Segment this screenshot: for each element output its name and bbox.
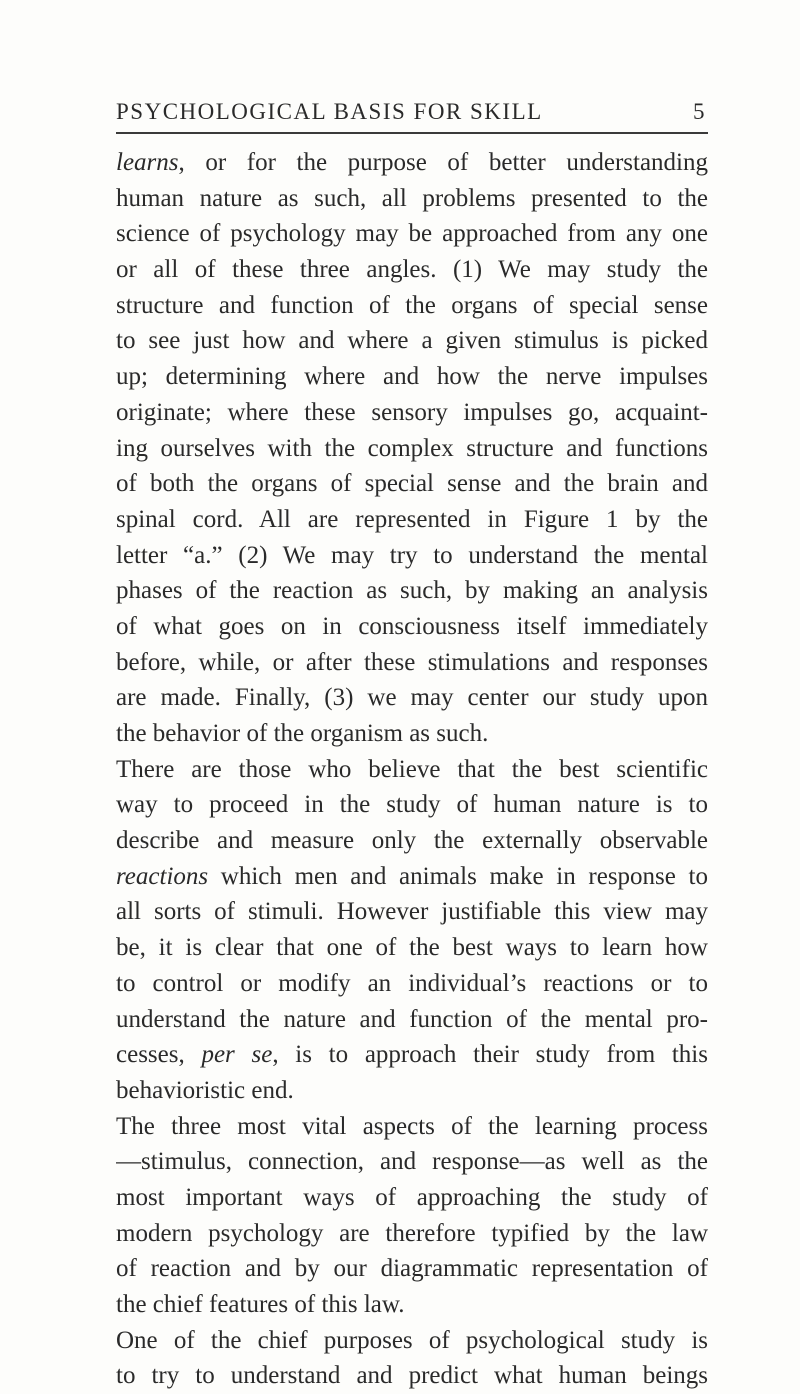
text-line: [116, 1037, 708, 1073]
text-segment: the chief features of this law.: [116, 1291, 405, 1318]
text-segment: of reaction and by our diagrammatic representation of: [116, 1255, 708, 1283]
text-line: [116, 395, 708, 431]
body-text: [116, 145, 708, 1394]
text-line: [116, 1323, 708, 1359]
text-segment: behavioristic end.: [116, 1076, 294, 1104]
text-line: [116, 252, 708, 288]
text-segment: to try to understand and predict what human beings: [116, 1362, 708, 1390]
text-segment: phases of the reaction as such, by making an analysis: [116, 577, 708, 605]
text-segment: to see just how and where a given stimulus is picked: [116, 327, 708, 355]
text-segment: understand the nature and function of the mental pro-: [116, 1005, 708, 1033]
text-segment: modern psychology are therefore typified by the law: [116, 1219, 708, 1247]
text-segment: describe and measure only the externally observable: [116, 827, 708, 855]
text-segment: of what goes on in consciousness itself immediately: [116, 612, 708, 640]
text-line: [116, 716, 708, 752]
text-line: [116, 538, 708, 574]
text-segment: One of the chief purposes of psychological study is: [116, 1326, 708, 1354]
paragraph: [116, 1323, 708, 1394]
text-segment: cesses,: [116, 1041, 202, 1069]
text-segment: which men and animals make in response to: [208, 862, 708, 890]
text-segment: originate; where these sensory impulses go, acquaint-: [116, 398, 708, 426]
text-line: [116, 1358, 708, 1394]
italic-text: per se: [201, 1041, 273, 1069]
text-segment: all sorts of stimuli. However justifiable this view may: [116, 898, 708, 926]
text-line: [116, 573, 708, 609]
text-segment: most important ways of approaching the study of: [116, 1183, 708, 1211]
text-line: [116, 787, 708, 823]
text-segment: are made. Finally, (3) we may center our study upon: [116, 684, 708, 712]
paragraph: [116, 752, 708, 1109]
text-line: [116, 1216, 708, 1252]
text-segment: before, while, or after these stimulations and responses: [116, 648, 708, 676]
text-line: [116, 859, 708, 895]
text-segment: human nature as such, all problems presented to the: [116, 184, 708, 212]
text-segment: spinal cord. All are represented in Figure 1 by the: [116, 505, 708, 533]
text-line: [116, 680, 708, 716]
text-segment: , is to approach their study from this: [272, 1041, 708, 1069]
text-line: [116, 966, 708, 1002]
text-line: [116, 288, 708, 324]
text-line: [116, 1144, 708, 1180]
text-line: [116, 1251, 708, 1287]
text-segment: science of psychology may be approached from any one: [116, 220, 708, 248]
text-segment: structure and function of the organs of special sense: [116, 291, 708, 319]
italic-text: reactions: [116, 862, 209, 890]
running-head-title: PSYCHOLOGICAL BASIS FOR SKILL: [116, 99, 543, 124]
text-segment: The three most vital aspects of the learning process: [116, 1112, 708, 1140]
paragraph: [116, 1109, 708, 1323]
text-segment: —stimulus, connection, and response—as well as the: [116, 1148, 708, 1176]
text-line: [116, 359, 708, 395]
text-line: [116, 1109, 708, 1145]
text-line: [116, 216, 708, 252]
text-line: [116, 431, 708, 467]
text-line: [116, 609, 708, 645]
text-line: [116, 145, 708, 181]
page-number: 5: [693, 99, 706, 124]
text-segment: to control or modify an individual’s reactions or to: [116, 969, 708, 997]
text-segment: way to proceed in the study of human nature is to: [116, 791, 708, 819]
text-segment: letter “a.” (2) We may try to understand the mental: [116, 541, 708, 569]
text-line: [116, 323, 708, 359]
text-line: [116, 502, 708, 538]
text-segment: be, it is clear that one of the best ways to learn how: [116, 934, 708, 962]
text-line: [116, 1002, 708, 1038]
text-segment: up; determining where and how the nerve impulses: [116, 363, 708, 391]
paragraph: [116, 145, 708, 752]
text-segment: There are those who believe that the best scientific: [116, 755, 708, 783]
text-segment: or all of these three angles. (1) We may study the: [116, 256, 708, 284]
text-line: [116, 752, 708, 788]
text-segment: the behavior of the organism as such.: [116, 720, 489, 747]
text-line: [116, 823, 708, 859]
running-head: [116, 92, 708, 134]
text-line: [116, 1180, 708, 1216]
text-line: [116, 930, 708, 966]
text-line: [116, 894, 708, 930]
italic-text: learns: [116, 149, 179, 176]
text-line: [116, 181, 708, 217]
text-segment: , or for the purpose of better understanding: [178, 149, 708, 176]
text-segment: of both the organs of special sense and the brain and: [116, 470, 708, 498]
text-line: [116, 466, 708, 502]
text-line: [116, 1287, 708, 1323]
text-line: [116, 1073, 708, 1109]
text-line: [116, 645, 708, 681]
text-segment: ing ourselves with the complex structure and functions: [116, 434, 708, 462]
